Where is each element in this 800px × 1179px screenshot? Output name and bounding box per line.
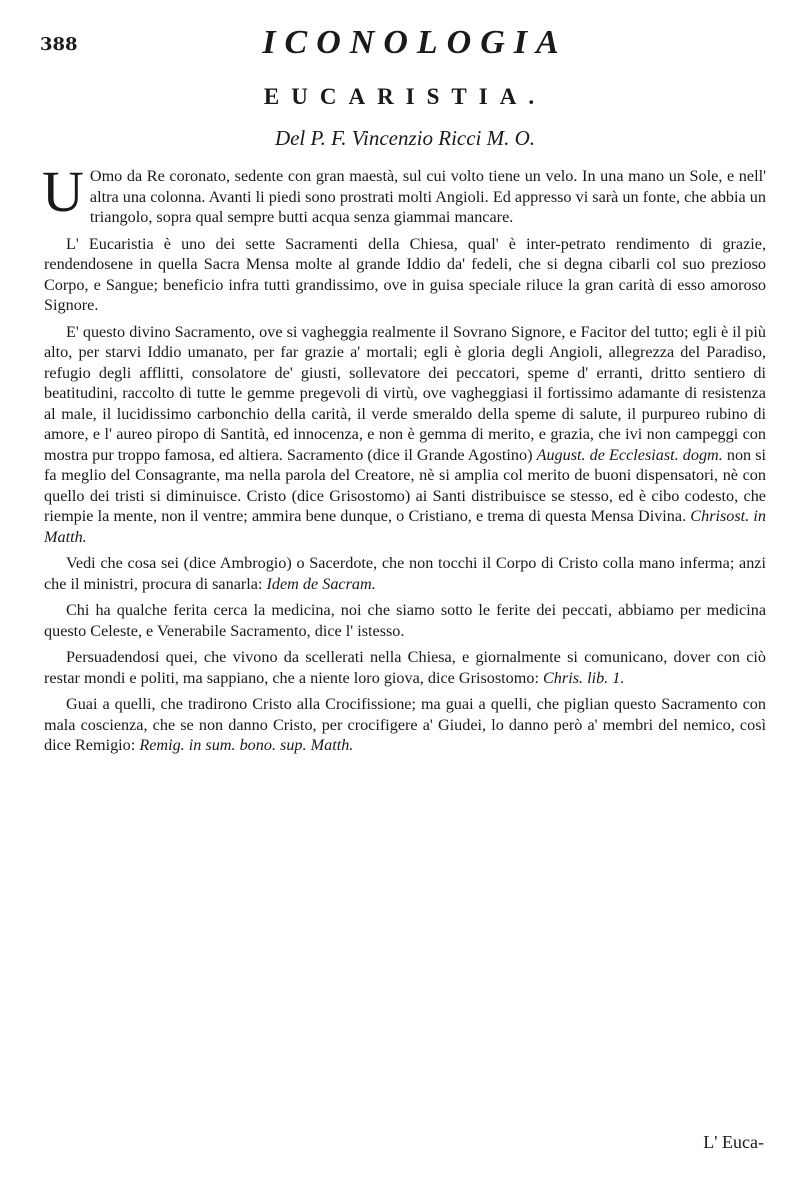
book-page (40, 0, 770, 1179)
citation: Remig. in sum. bono. sup. Matth. (139, 736, 354, 754)
paragraph-1 (42, 159, 766, 228)
paragraph-2 (44, 234, 766, 316)
citation: Chrisost. in Matth. (44, 507, 766, 546)
paragraph-text-cont: Sacramento (dice il Grande Agostino) (286, 445, 537, 464)
author-byline: Del P. F. Vincenzio Ricci M. O. (274, 126, 536, 150)
paragraph-text: Chi ha qualche ferita cerca la medicina, noi che siamo sotto le ferite dei peccati, abbiamo per medicina questo Celeste, e Venerabile Sacramento, dice l' istesso. (44, 601, 766, 640)
catchword: L' Euca- (703, 1132, 764, 1152)
paragraph-6 (44, 647, 766, 688)
paragraph-3 (44, 322, 766, 548)
paragraph-text: L' Eucaristia è uno dei sette Sacramenti della Chiesa, qual' è inter-petrato rendimento di grazie, rendendosene in quella Sacra Mensa molte al grande Iddio da' fedeli, che si degna cibarli col suo prezioso Corpo, e Sangue; beneficio infra tutti grandissimo, ove in guisa speciale riluce la gran carità di esso amoroso Signore. (44, 234, 766, 314)
drop-cap: U (42, 159, 84, 224)
paragraph-text: Guai a quelli, che tradirono Cristo alla Crocifissione; ma guai a quelli, che piglian questo Sacramento con mala coscienza, che se non danno Cristo, per crocifigere a' Giudei, lo danno però a' membri del nemico, così dice Remigio: (44, 695, 766, 754)
paragraph-text: Persuadendosi quei, che vivono da scellerati nella Chiesa, e giornalmente si comunicano, dover con ciò restar mondi e politi, ma sappiano, che a niente loro giova, dice Grisostomo: (44, 648, 766, 687)
citation: Idem de Sacram. (266, 574, 376, 593)
citation: Chris. lib. 1. (543, 668, 625, 687)
paragraph-5 (44, 600, 766, 641)
paragraph-text: Vedi che cosa sei (dice Ambrogio) o Sacerdote, che non tocchi il Corpo di Cristo colla mano inferma; anzi che il ministri, procura di sanarla: (44, 554, 766, 593)
section-title: EUCARISTIA. (263, 84, 547, 109)
body-text (42, 159, 767, 762)
paragraph-text: E' questo divino Sacramento, ove si vagheggia realmente il Sovrano Signore, e Facitor del tutto; egli è il più alto, per starvi Iddio umanato, per far grazie a' mortali; egli è gloria degli Angioli, allegrezza del Paradiso, refugio degli afflitti, consolatore de' giusti, sollevatore dei peccatori, speme d' erranti, dritto sentiero di beatitudini, raccolto di tutte le gemme pregevoli di virtù, ove vagheggiasi il fortissimo adamante di resistenza al male, il lucidissimo carbonchio della carità, il verde smeraldo della speme di salute, il purpureo rubino di amore, e l' aureo piropo di Santità, ed innocenza, e non è gemma di merito, e grazia, che ivi non campeggi con mostra pur troppo famosa, ed altiera. (44, 322, 766, 464)
page-header (40, 18, 770, 61)
running-title: ICONOLOGIA (262, 24, 568, 61)
citation: August. de Ecclesiast. dogm. (536, 445, 723, 464)
paragraph-text-cont: non si fa meglio del Consagrante, ma nella parola del Creatore, nè si amplia col merito de buoni dispensatori, nè con quello dei tristi si diminuisce. Cristo (dice Grisostomo) ai Santi distribuisce se stesso, ed è cibo codesto, che riempie la mente, non il ventre; ammira bene dunque, o Cristiano, e trema di questa Mensa Divina. (44, 445, 767, 525)
paragraph-text: Omo da Re coronato, sedente con gran maestà, sul cui volto tiene un velo. In una mano un Sole, e nell' altra una colonna. Avanti li piedi sono prostrati molti Angioli. Ed appresso vi sarà un fonte, che abbia un triangolo, sopra qual sempre butti acqua senza giammai mancare. (89, 167, 766, 226)
paragraph-4 (44, 553, 766, 594)
page-number: 388 (40, 34, 78, 55)
paragraph-7 (44, 694, 766, 756)
